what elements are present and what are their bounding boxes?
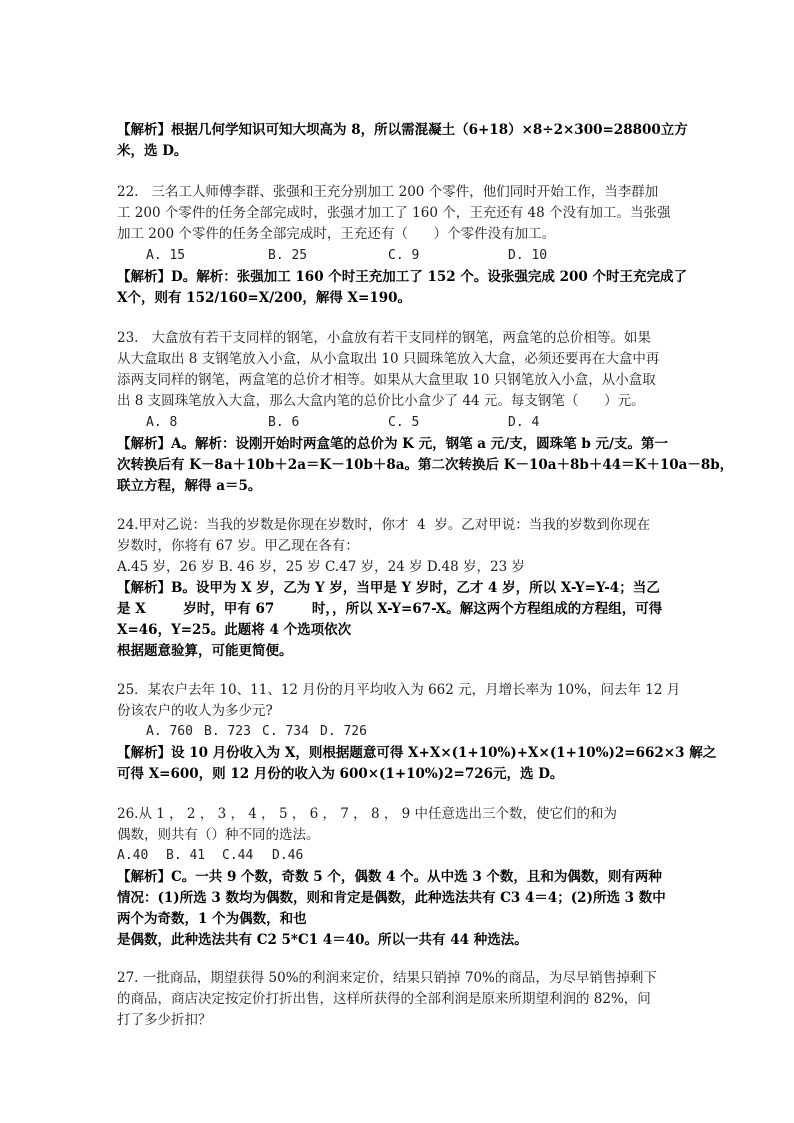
question-27-stem: 27. 一批商品，期望获得 50%的利润来定价，结果只销掉 70%的商品，为尽早销售掉剩下: [117, 970, 657, 986]
question-23-option-a: A. 8: [146, 415, 178, 430]
question-26-stem: 26.从 1 ， 2 ， 3 ， 4 ， 5 ， 6 ， 7 ， 8 ， 9 中任意选出三个数，使它们的和为: [117, 806, 618, 822]
question-25-answer: 可得 X=600，则 12 月份的收入为 600×(1+10%)2=726元，选 D。: [117, 766, 564, 782]
question-23-option-b: B. 6: [268, 415, 300, 430]
question-26-stem: 偶数，则共有（）种不同的选法。: [117, 827, 320, 843]
question-25-stem: 份该农户的收人为多少元?: [117, 703, 273, 719]
question-25-option-a: A. 760: [146, 724, 193, 739]
question-24-stem: 24.甲对乙说：当我的岁数是你现在岁数时，你才 4 岁。乙对甲说：当我的岁数到你现在: [117, 517, 651, 533]
question-23-stem: 出 8 支圆珠笔放入大盒，那么大盒内笔的总价比小盒少了 44 元。每支钢笔（ ）元。: [117, 393, 645, 409]
question-23-stem: 从大盒取出 8 支钢笔放入小盒，从小盒取出 10 只圆珠笔放入大盒，必须还要再在大盒中再: [117, 351, 660, 367]
question-25-option-d: D. 726: [320, 724, 367, 739]
question-26-option-d: D.46: [272, 848, 304, 863]
question-24-answer: X=46，Y=25。此题将 4 个选项依次: [117, 622, 352, 638]
question-26-answer: 是偶数，此种选法共有 C2 5*C1 4＝40。所以一共有 44 种选法。: [117, 932, 528, 948]
question-24-answer: 根据题意验算，可能更简便。: [117, 643, 293, 659]
question-22-answer: X个，则有 152/160=X/200，解得 X=190。: [117, 290, 412, 306]
question-24-options: A.45 岁，26 岁 B. 46 岁，25 岁 C.47 岁，24 岁 D.48 岁，23 岁: [117, 559, 525, 575]
question-22-answer: 【解析】D。解析：张强加工 160 个时王充加工了 152 个。设张强完成 200 个时王充完成了: [117, 269, 687, 285]
question-26-answer: 两个为奇数，1 个为偶数，和也: [117, 911, 307, 927]
question-23-answer: 【解析】A。解析：设刚开始时两盒笔的总价为 K 元，钢笔 a 元/支，圆珠笔 b 元/支。第一: [117, 436, 668, 452]
question-22-option-a: A. 15: [146, 248, 186, 263]
question-23-answer: 次转换后有 K－8a＋10b＋2a＝K－10b＋8a。第二次转换后 K－10a＋8b＋44＝K＋10a－8b，: [117, 457, 734, 473]
question-23-option-c: C. 5: [388, 415, 420, 430]
question-24-stem: 岁数时，你将有 67 岁。甲乙现在各有：: [117, 538, 359, 554]
question-22-option-c: C. 9: [388, 248, 420, 263]
question-24-answer: 【解析】B。设甲为 X 岁，乙为 Y 岁，当甲是 Y 岁时，乙才 4 岁，所以 X-Y=Y-4；当乙: [117, 580, 660, 596]
question-26-answer: 【解析】C。一共 9 个数，奇数 5 个，偶数 4 个。从中选 3 个数，且和为偶数，则有两种: [117, 869, 662, 885]
question-26-option-a: A.40: [117, 848, 149, 863]
question-23-stem: 23. 大盒放有若干支同样的钢笔，小盒放有若干支同样的钢笔，两盒笔的总价相等。如果: [117, 330, 651, 346]
question-23-option-d: D. 4: [508, 415, 540, 430]
question-22-option-b: B. 25: [268, 248, 308, 263]
question-27-stem: 的商品，商店决定按定价打折出售，这样所获得的全部利润是原来所期望利润的 82%，问: [117, 991, 651, 1007]
question-25-option-b: B. 723: [204, 724, 251, 739]
question-23-stem: 添两支同样的钢笔，两盒笔的总价才相等。如果从大盒里取 10 只钢笔放入小盒，从小盒取: [117, 372, 656, 388]
question-26-answer: 情况：(1)所选 3 数均为偶数，则和肯定是偶数，此种选法共有 C3 4＝4；(2)所选 3 数中: [117, 890, 666, 906]
question-23-answer: 联立方程，解得 a＝5。: [117, 478, 262, 494]
question-22-stem: 加工 200 个零件的任务全部完成时，王充还有（ ）个零件没有加工。: [117, 226, 556, 242]
question-27-stem: 打了多少折扣？: [117, 1012, 212, 1028]
question-22-stem: 工 200 个零件的任务全部完成时，张强才加工了 160 个，王充还有 48 个没有加工。当张强: [117, 205, 671, 221]
prev-answer-line: 【解析】根据几何学知识可知大坝高为 8，所以需混凝土（6+18）×8÷2×300=28800立方: [117, 122, 688, 138]
question-22-stem: 22. 三名工人师傅李群、张强和王充分别加工 200 个零件，他们同时开始工作，当李群加: [117, 184, 659, 200]
prev-answer-line: 米，选 D。: [117, 143, 188, 159]
question-26-option-c: C.44: [222, 848, 254, 863]
question-22-option-d: D. 10: [508, 248, 548, 263]
question-24-answer: 是 X 岁时，甲有 67 时，，所以 X-Y=67-X。解这两个方程组成的方程组，可得: [117, 601, 663, 617]
question-25-stem: 25．某农户去年 10、11、12 月份的月平均收入为 662 元，月增长率为 10%，问去年 12 月: [117, 682, 681, 698]
question-25-option-c: C. 734: [262, 724, 309, 739]
question-25-answer: 【解析】设 10 月份收入为 X，则根据题意可得 X+X×(1+10%)+X×(1+10%)2=662×3 解之: [117, 745, 717, 761]
question-26-option-b: B. 41: [166, 848, 206, 863]
